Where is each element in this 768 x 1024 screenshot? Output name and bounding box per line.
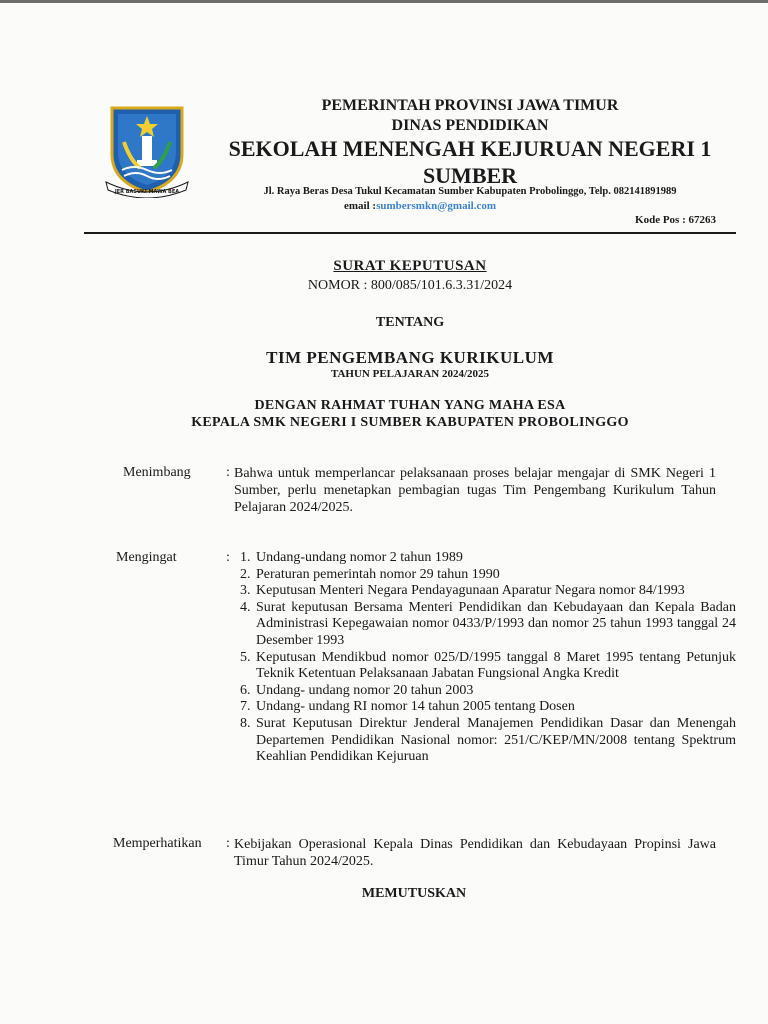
list-item: 6. Undang- undang nomor 20 tahun 2003 (254, 683, 736, 700)
list-item: 8. Surat Keputusan Direktur Jenderal Manajemen Pendidikan Dasar dan Menengah Departemen Pendidikan Nasional nomor: 251/C/KEP/MN/2008 tentang Spektrum Keahlian Pendidikan Kejuruan (254, 716, 736, 766)
doc-title: SURAT KEPUTUSAN (333, 258, 487, 274)
menimbang-text: Bahwa untuk memperlancar pelaksanaan proses belajar mengajar di SMK Negeri 1 Sumber, perlu menetapkan pembagian tugas Tim Pengembang Kurikulum Tahun Pelajaran 2024/2025. (234, 466, 716, 515)
menimbang-label: Menimbang (123, 465, 191, 480)
jawa-timur-emblem-icon (104, 102, 190, 198)
mengingat-label: Mengingat (116, 550, 177, 565)
scan-top-edge (0, 0, 768, 3)
doc-number: NOMOR : 800/085/101.6.3.31/2024 (307, 278, 513, 293)
doc-tentang: TENTANG (375, 315, 445, 330)
list-item: 4. Surat keputusan Bersama Menteri Pendidikan dan Kebudayaan dan Kepala Badan Administrasi Kepegawaian nomor 0433/P/1993 dan nomor 25 tahun 1993 tanggal 24 Desember 1993 (254, 600, 736, 650)
memperhatikan-colon: : (226, 836, 230, 851)
kop-pemerintah: PEMERINTAH PROVINSI JAWA TIMUR (321, 97, 619, 114)
menimbang-colon: : (226, 465, 230, 480)
kop-address: Jl. Raya Beras Desa Tukul Kecamatan Sumber Kabupaten Probolinggo, Telp. 082141891989 (263, 186, 677, 197)
mengingat-colon: : (226, 550, 230, 565)
kode-pos: Kode Pos : 67263 (635, 214, 716, 226)
svg-text:JER BASUKI MAWA BEA: JER BASUKI MAWA BEA (114, 189, 180, 195)
list-item: 2. Peraturan pemerintah nomor 29 tahun 1990 (254, 567, 736, 584)
letterhead-divider (84, 232, 736, 234)
kop-sumber: SUMBER (422, 163, 518, 188)
mengingat-list (234, 550, 736, 766)
list-item: 5. Keputusan Mendikbud nomor 025/D/1995 tanggal 8 Maret 1995 tentang Petunjuk Teknik Ketentuan Pelaksanaan Jabatan Fungsional Angka Kredit (254, 650, 736, 683)
memperhatikan-text: Kebijakan Operasional Kepala Dinas Pendidikan dan Kebudayaan Propinsi Jawa Timur Tahun 2024/2025. (234, 837, 716, 869)
email-label: email : (343, 200, 377, 212)
doc-rahmat: DENGAN RAHMAT TUHAN YANG MAHA ESA (254, 398, 566, 413)
list-item: 7. Undang- undang RI nomor 14 tahun 2005 tentang Dosen (254, 699, 736, 716)
memperhatikan-label: Memperhatikan (113, 836, 202, 851)
kop-email (200, 200, 640, 212)
doc-kepala: KEPALA SMK NEGERI I SUMBER KABUPATEN PROBOLINGGO (191, 415, 629, 430)
list-item: 1. Undang-undang nomor 2 tahun 1989 (254, 550, 736, 567)
kop-sekolah: SEKOLAH MENENGAH KEJURUAN NEGERI 1 (228, 136, 712, 161)
list-item: 3. Keputusan Menteri Negara Pendayagunaan Aparatur Negara nomor 84/1993 (254, 583, 736, 600)
doc-subject: TIM PENGEMBANG KURIKULUM (266, 348, 554, 367)
doc-year: TAHUN PELAJARAN 2024/2025 (330, 368, 490, 380)
email-link[interactable]: sumbersmkn@gmail.com (376, 200, 496, 212)
memutuskan-heading: MEMUTUSKAN (361, 886, 467, 901)
kop-dinas: DINAS PENDIDIKAN (391, 117, 549, 134)
